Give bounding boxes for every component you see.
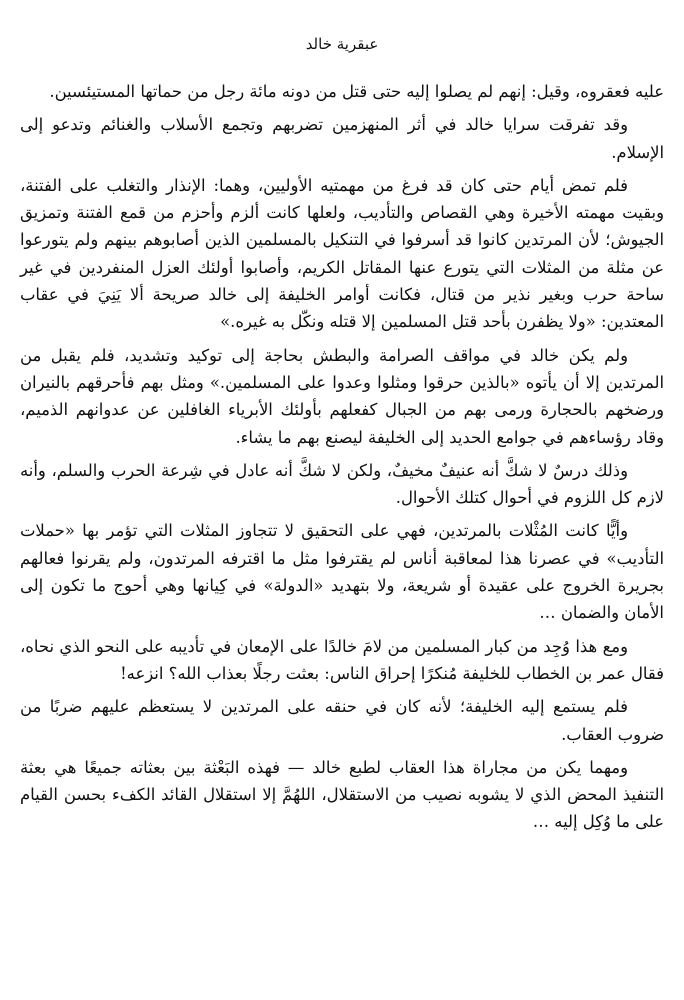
- paragraph-8: فلم يستمع إليه الخليفة؛ لأنه كان في حنقه على المرتدين لا يستعظم عليهم ضربًا من ضروب العقاب.: [20, 697, 664, 744]
- paragraph-7: ومع هذا وُجِد من كبار المسلمين من لامَ خالدًا على الإمعان في تأديبه على النحو الذي نحاه، فقال عمر بن الخطاب للخليفة مُنكرًا إحراق الناس: بعثت رجلًا بعذاب الله؟ انزعه!: [20, 636, 664, 683]
- paragraph-6: وأيًّا كانت المُثْلات بالمرتدين، فهي على التحقيق لا تتجاوز المثلات التي تؤمر بها «حملات التأديب» في عصرنا هذا لمعاقبة أناس لم يقترفوا مثل ما اقترفه المرتدون، ولم يقرنوا فعالهم بجريرة الخروج على عقيدة أو شريعة، ولا بتهديد «الدولة» في كِيانها وهي أحوج ما تكون إلى الأمان والضمان …: [20, 521, 664, 623]
- body-text: [20, 78, 664, 842]
- paragraph-9: ومهما يكن من مجاراة هذا العقاب لطبع خالد — فهذه البَعْثة بين بعثاته جميعًا هي بعثة التنفيذ المحض الذي لا يشوبه نصيب من الاستقلال، اللهُمَّ إلا استقلال القائد الكفء بحسن القيام على ما وُكِل إليه …: [20, 757, 664, 832]
- paragraph-2: وقد تفرقت سرايا خالد في أثر المنهزمين تضربهم وتجمع الأسلاب والغنائم وتدعو إلى الإسلام.: [20, 115, 664, 162]
- paragraph-5: وذلك درسٌ لا شكَّ أنه عنيفٌ مخيفٌ، ولكن لا شكَّ أنه عادل في شِرعة الحرب والسلم، وأنه لازم كل اللزوم في أحوال كتلك الأحوال.: [20, 460, 664, 508]
- running-header: عبقرية خالد: [305, 35, 379, 53]
- paragraph-3: فلم تمض أيام حتى كان قد فرغ من مهمتيه الأوليين، وهما: الإنذار والتغلب على الفتنة، وبقيت مهمته الأخيرة وهي القصاص والتأديب، ولعلها كانت ألزم وأحزم من قمع الفتنة وتمزيق الجيوش؛ لأن المرتدين كانوا قد أسرفوا في التنكيل بالمسلمين الذين أصابوهم بينهم ولم يتورعوا عن مثلة من المثلات التي يتورع عنها المقاتل الكريم، وأصابوا أولئك العزل المنفردين في غير ساحة حرب وبغير نذير من قتال، فكانت أوامر الخليفة إلى خالد صريحة ألا يَنِيَ في عقاب المعتدين: «ولا يظفرن بأحد قتل المسلمين إلا قتله ونكّل به غيره.»: [20, 175, 664, 332]
- paragraph-4: ولم يكن خالد في مواقف الصرامة والبطش بحاجة إلى توكيد وتشديد، فلم يقبل من المرتدين إلا أن يأتوه «بالذين حرقوا ومثلوا وعدوا على المسلمين.» ومثل بهم فأحرقهم بالنيران ورضخهم بالحجارة ورمى بهم من الجبال كفعلهم بأولئك الأبرياء الغافلين عن عدوانهم الذميم، وقاد رؤساءهم في جوامع الحديد إلى الخليفة ليصنع بهم ما يشاء.: [20, 345, 664, 447]
- paragraph-1: عليه فعقروه، وقيل: إنهم لم يصلوا إليه حتى قتل من دونه مائة رجل من حماتها المستيئسين.: [49, 82, 664, 101]
